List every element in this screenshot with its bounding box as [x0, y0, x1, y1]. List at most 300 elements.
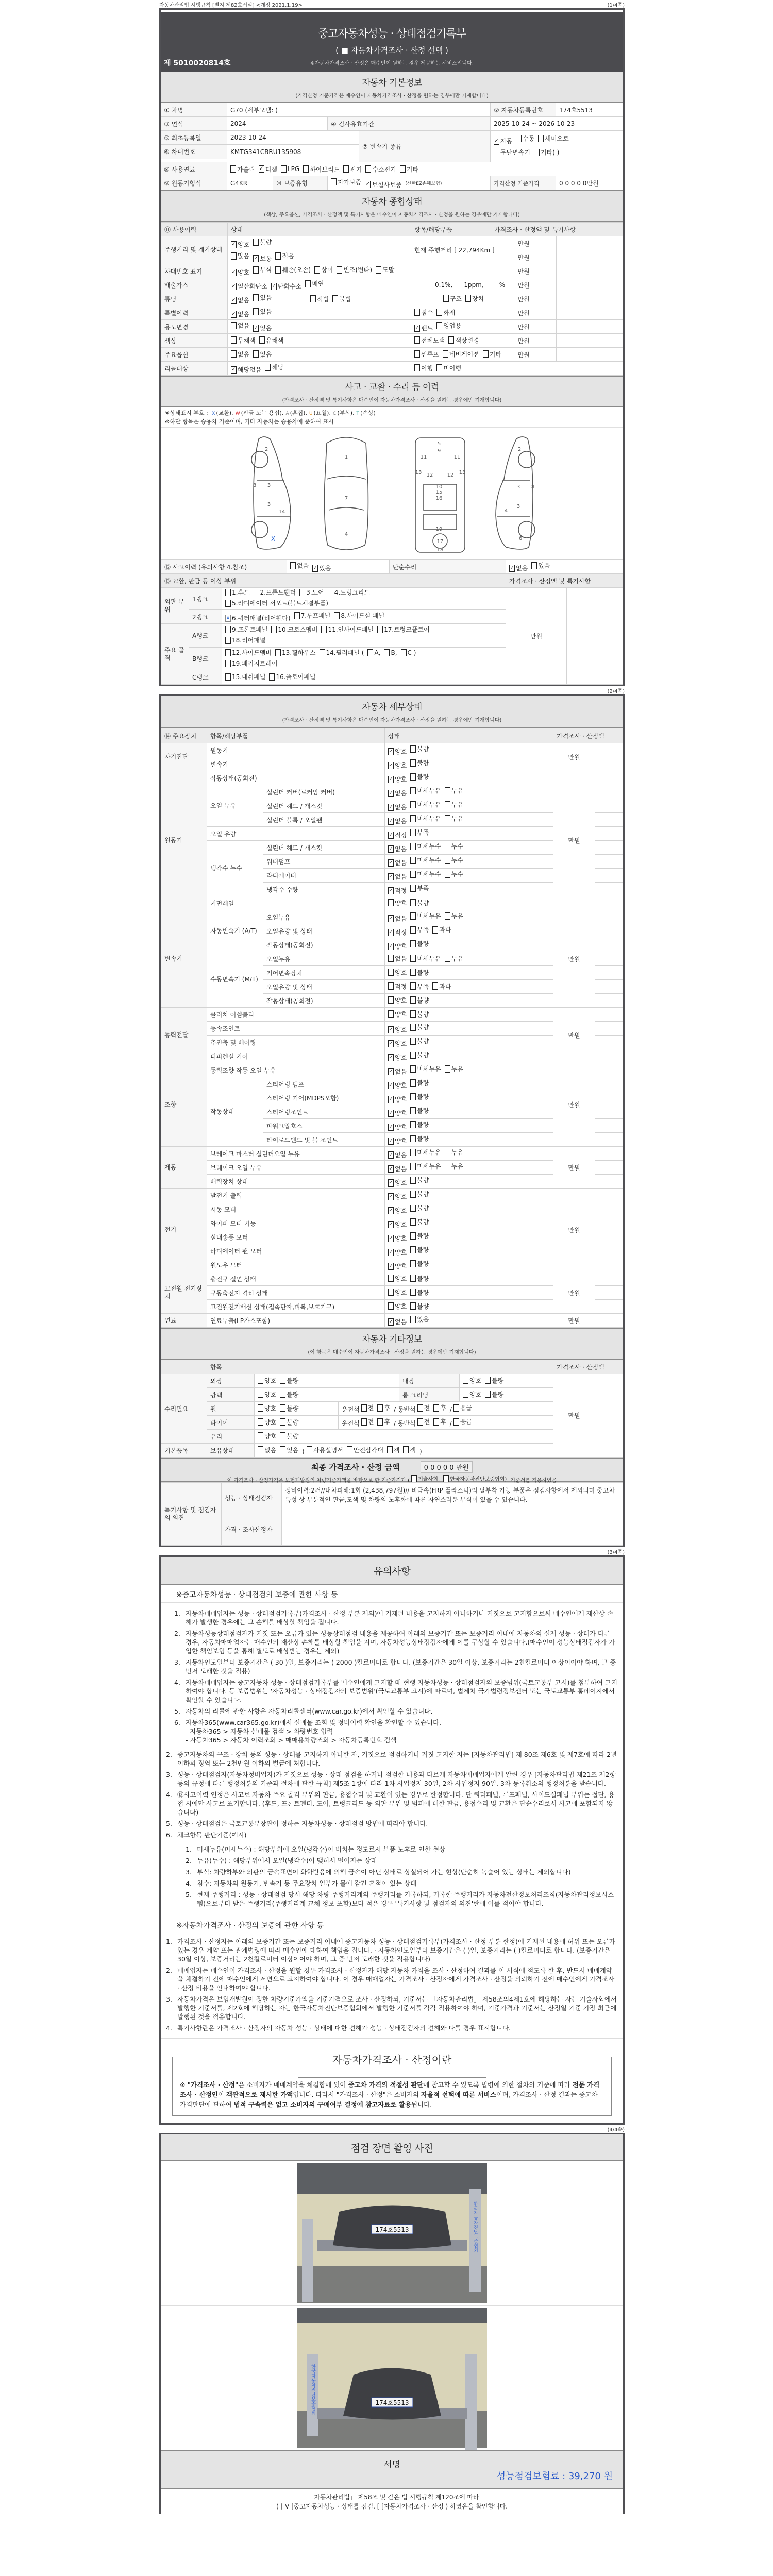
checkbox-option[interactable] — [445, 1148, 463, 1157]
checkbox[interactable] — [410, 801, 416, 808]
checkbox-option[interactable] — [225, 636, 265, 645]
checkbox[interactable]: ✓ — [313, 565, 317, 571]
checkbox[interactable] — [305, 280, 311, 287]
checkbox[interactable] — [410, 982, 416, 990]
checkbox-option[interactable] — [388, 1302, 407, 1311]
checkbox-option[interactable] — [410, 1064, 441, 1073]
checkbox-option[interactable] — [225, 614, 291, 622]
checkbox-option[interactable] — [445, 800, 463, 809]
checkbox[interactable] — [332, 295, 338, 302]
checkbox[interactable] — [253, 266, 259, 274]
checkbox-option[interactable] — [445, 842, 463, 851]
checkbox-option[interactable] — [445, 1064, 463, 1073]
checkbox-option[interactable] — [410, 870, 441, 878]
checkbox-option[interactable] — [231, 365, 261, 374]
checkbox[interactable]: ✓ — [389, 1082, 393, 1088]
checkbox[interactable] — [410, 899, 416, 906]
checkbox[interactable] — [410, 857, 416, 864]
checkbox-option[interactable] — [410, 884, 429, 892]
checkbox[interactable] — [280, 1391, 285, 1398]
checkbox[interactable] — [307, 1446, 312, 1453]
checkbox[interactable] — [443, 295, 449, 302]
checkbox-option[interactable] — [269, 672, 315, 681]
checkbox[interactable] — [410, 787, 416, 794]
checkbox-option[interactable] — [388, 761, 407, 770]
checkbox[interactable]: ✓ — [389, 887, 393, 893]
checkbox[interactable]: ✓ — [389, 929, 393, 935]
checkbox-option[interactable] — [410, 1274, 429, 1283]
checkbox[interactable]: ✓ — [494, 138, 499, 144]
checkbox[interactable]: ✓ — [389, 1138, 393, 1144]
checkbox[interactable] — [367, 649, 373, 656]
checkbox[interactable] — [377, 626, 383, 633]
checkbox-option[interactable] — [436, 364, 461, 372]
checkbox-option[interactable] — [310, 295, 329, 303]
checkbox[interactable] — [410, 1024, 416, 1031]
checkbox-option[interactable] — [253, 265, 272, 274]
checkbox[interactable] — [410, 1038, 416, 1045]
checkbox[interactable]: ✓ — [231, 241, 236, 247]
checkbox[interactable] — [463, 1377, 468, 1384]
checkbox[interactable] — [417, 1404, 423, 1412]
checkbox[interactable]: ✓ — [389, 1179, 393, 1185]
checkbox[interactable] — [448, 336, 454, 344]
checkbox[interactable] — [410, 1010, 416, 1018]
checkbox-option[interactable] — [410, 1050, 429, 1059]
checkbox[interactable] — [231, 350, 237, 358]
checkbox[interactable] — [443, 350, 448, 358]
checkbox-option[interactable] — [388, 1248, 407, 1257]
checkbox[interactable] — [410, 759, 416, 767]
checkbox-option[interactable] — [253, 324, 272, 332]
checkbox[interactable] — [432, 926, 438, 934]
checkbox-option[interactable] — [410, 1148, 441, 1157]
checkbox-option[interactable] — [410, 786, 441, 795]
checkbox-option[interactable] — [410, 800, 441, 809]
checkbox[interactable]: ✓ — [389, 845, 393, 852]
checkbox-option[interactable] — [388, 982, 407, 991]
checkbox-option[interactable] — [280, 1390, 298, 1399]
checkbox-option[interactable] — [410, 814, 441, 823]
checkbox[interactable] — [343, 165, 349, 173]
checkbox[interactable] — [401, 649, 407, 656]
checkbox-option[interactable] — [410, 758, 429, 767]
checkbox-option[interactable] — [258, 1432, 276, 1440]
checkbox[interactable] — [414, 350, 420, 358]
checkbox-option[interactable] — [410, 1023, 429, 1031]
checkbox[interactable] — [410, 1107, 416, 1114]
checkbox[interactable] — [410, 1218, 416, 1226]
checkbox-option[interactable] — [388, 1288, 407, 1297]
checkbox-option[interactable] — [388, 775, 407, 784]
checkbox[interactable] — [347, 1446, 352, 1453]
checkbox-option[interactable] — [321, 625, 374, 634]
checkbox[interactable] — [253, 239, 259, 246]
checkbox-option[interactable] — [410, 1288, 429, 1297]
checkbox-option[interactable] — [388, 858, 407, 867]
checkbox-option[interactable] — [387, 1446, 400, 1454]
checkbox-option[interactable] — [410, 1092, 429, 1101]
checkbox-option[interactable] — [538, 133, 568, 144]
checkbox-option[interactable] — [231, 251, 249, 260]
checkbox-option[interactable] — [365, 165, 396, 174]
checkbox[interactable] — [410, 885, 416, 892]
checkbox-option[interactable] — [445, 1162, 463, 1171]
checkbox[interactable] — [280, 1432, 285, 1439]
checkbox[interactable] — [361, 1418, 367, 1426]
checkbox[interactable]: ✓ — [389, 776, 393, 782]
checkbox-option[interactable] — [410, 1245, 429, 1254]
checkbox[interactable] — [410, 969, 416, 976]
checkbox[interactable]: ✓ — [389, 859, 393, 866]
checkbox-option[interactable] — [388, 1095, 407, 1104]
checkbox[interactable] — [436, 309, 442, 316]
checkbox-option[interactable] — [258, 1390, 276, 1399]
checkbox-option[interactable] — [453, 1417, 472, 1426]
checkbox-option[interactable] — [410, 1078, 429, 1087]
checkbox[interactable] — [231, 322, 237, 329]
checkbox-option[interactable] — [388, 1123, 407, 1131]
checkbox[interactable] — [445, 857, 450, 864]
checkbox-option[interactable] — [436, 321, 461, 330]
checkbox-option[interactable] — [388, 914, 407, 923]
checkbox-option[interactable] — [320, 648, 364, 657]
checkbox[interactable] — [280, 1404, 285, 1412]
checkbox[interactable] — [225, 600, 231, 607]
checkbox[interactable]: ✓ — [389, 1096, 393, 1102]
checkbox-option[interactable] — [445, 954, 463, 963]
checkbox[interactable] — [265, 364, 271, 371]
checkbox-option[interactable] — [509, 564, 528, 572]
checkbox[interactable] — [258, 1432, 263, 1439]
checkbox[interactable] — [231, 252, 237, 260]
checkbox-option[interactable] — [410, 1162, 441, 1171]
checkbox-option[interactable] — [388, 817, 407, 825]
checkbox-option[interactable] — [259, 336, 284, 345]
checkbox[interactable] — [258, 1446, 263, 1453]
checkbox[interactable] — [410, 773, 416, 781]
checkbox[interactable]: ✓ — [389, 1068, 393, 1074]
checkbox[interactable] — [483, 350, 489, 358]
checkbox[interactable] — [280, 1377, 285, 1384]
checkbox[interactable] — [280, 1418, 285, 1426]
checkbox[interactable]: ✓ — [389, 1207, 393, 1213]
checkbox-option[interactable] — [410, 1204, 429, 1212]
checkbox[interactable] — [403, 1446, 409, 1453]
checkbox-option[interactable] — [388, 831, 407, 839]
checkbox[interactable] — [445, 871, 450, 878]
checkbox-option[interactable] — [230, 165, 255, 174]
checkbox-option[interactable] — [388, 1137, 407, 1145]
checkbox-option[interactable] — [410, 1106, 429, 1115]
checkbox[interactable] — [388, 1289, 394, 1296]
checkbox-option[interactable] — [401, 648, 416, 657]
checkbox-option[interactable] — [388, 747, 407, 756]
checkbox-option[interactable] — [388, 789, 407, 798]
checkbox[interactable]: ✓ — [272, 283, 276, 289]
checkbox[interactable] — [303, 165, 309, 173]
checkbox-option[interactable] — [253, 307, 272, 316]
checkbox[interactable]: ✓ — [389, 1054, 393, 1060]
checkbox[interactable] — [253, 294, 259, 301]
checkbox-option[interactable] — [485, 1376, 503, 1385]
checkbox-option[interactable] — [388, 968, 407, 977]
checkbox-option[interactable] — [281, 165, 299, 173]
checkbox[interactable] — [485, 1391, 491, 1398]
checkbox[interactable] — [225, 626, 231, 633]
checkbox[interactable] — [290, 562, 296, 569]
checkbox-option[interactable] — [305, 279, 324, 288]
checkbox[interactable] — [463, 1391, 468, 1398]
checkbox[interactable] — [225, 589, 231, 596]
checkbox-option[interactable] — [388, 1220, 407, 1229]
checkbox-option[interactable] — [367, 648, 380, 657]
checkbox[interactable] — [258, 1418, 263, 1426]
checkbox-option[interactable] — [231, 268, 249, 277]
checkbox-option[interactable] — [463, 1390, 481, 1399]
checkbox-option[interactable] — [259, 165, 277, 174]
checkbox[interactable] — [410, 1121, 416, 1128]
checkbox[interactable] — [494, 149, 499, 156]
checkbox[interactable]: x — [225, 615, 231, 622]
checkbox-option[interactable] — [494, 147, 530, 158]
checkbox[interactable] — [516, 135, 522, 142]
checkbox-option[interactable] — [388, 899, 407, 907]
checkbox[interactable] — [414, 364, 420, 371]
checkbox[interactable]: ✓ — [389, 1151, 393, 1158]
checkbox[interactable] — [376, 266, 381, 274]
checkbox[interactable] — [445, 815, 450, 822]
checkbox[interactable]: ✓ — [231, 269, 236, 275]
checkbox[interactable]: ✓ — [510, 565, 514, 571]
checkbox[interactable] — [320, 649, 325, 656]
checkbox-option[interactable] — [410, 996, 429, 1005]
checkbox[interactable] — [230, 165, 236, 173]
checkbox-option[interactable] — [225, 659, 278, 668]
checkbox-option[interactable] — [410, 968, 429, 977]
checkbox-option[interactable] — [410, 1037, 429, 1045]
checkbox-option[interactable] — [410, 1302, 429, 1311]
checkbox[interactable]: ✓ — [389, 1110, 393, 1116]
checkbox-option[interactable] — [231, 282, 267, 291]
checkbox[interactable]: ✓ — [389, 915, 393, 921]
checkbox-option[interactable] — [388, 1067, 407, 1076]
checkbox[interactable] — [410, 1232, 416, 1240]
checkbox[interactable] — [538, 135, 544, 142]
checkbox[interactable]: ✓ — [231, 366, 236, 372]
checkbox-option[interactable] — [271, 282, 301, 291]
checkbox[interactable]: ✓ — [389, 1221, 393, 1227]
checkbox[interactable] — [334, 612, 340, 619]
checkbox[interactable] — [414, 336, 420, 344]
checkbox-option[interactable] — [414, 350, 439, 359]
checkbox[interactable]: ✓ — [389, 818, 393, 824]
checkbox-option[interactable] — [411, 1475, 440, 1482]
checkbox[interactable] — [445, 1065, 450, 1073]
checkbox[interactable] — [361, 1404, 367, 1412]
checkbox-option[interactable] — [516, 133, 534, 144]
checkbox-option[interactable] — [253, 254, 272, 263]
checkbox-option[interactable] — [388, 1150, 407, 1159]
checkbox[interactable] — [453, 1418, 459, 1426]
checkbox[interactable] — [314, 266, 320, 274]
checkbox[interactable]: ✓ — [389, 1249, 393, 1255]
checkbox-option[interactable] — [410, 772, 429, 781]
checkbox-option[interactable] — [410, 925, 429, 934]
checkbox-option[interactable] — [445, 911, 463, 920]
checkbox[interactable] — [410, 1275, 416, 1282]
checkbox-option[interactable] — [388, 1039, 407, 1048]
checkbox-option[interactable] — [258, 1446, 276, 1454]
inspection-photo[interactable] — [297, 2308, 487, 2448]
checkbox[interactable] — [445, 955, 450, 962]
checkbox[interactable] — [534, 149, 540, 156]
checkbox[interactable] — [436, 322, 442, 329]
checkbox-option[interactable] — [432, 925, 451, 934]
checkbox[interactable] — [258, 1391, 263, 1398]
checkbox[interactable] — [387, 1446, 393, 1453]
checkbox[interactable]: ✓ — [231, 311, 236, 317]
checkbox[interactable]: ✓ — [389, 748, 393, 754]
checkbox[interactable] — [410, 1177, 416, 1184]
checkbox[interactable] — [410, 1205, 416, 1212]
checkbox[interactable] — [410, 1052, 416, 1059]
checkbox-option[interactable] — [231, 336, 256, 345]
checkbox-option[interactable] — [231, 321, 249, 330]
checkbox-option[interactable] — [388, 803, 407, 811]
checkbox[interactable]: ✓ — [389, 1318, 393, 1325]
checkbox-option[interactable] — [388, 1317, 407, 1326]
checkbox[interactable] — [388, 899, 394, 906]
checkbox-option[interactable] — [410, 1134, 429, 1143]
checkbox-option[interactable] — [388, 954, 407, 963]
checkbox-option[interactable] — [231, 310, 249, 318]
checkbox-option[interactable] — [410, 1231, 429, 1240]
checkbox[interactable] — [445, 801, 450, 808]
checkbox[interactable]: ✓ — [389, 1193, 393, 1199]
checkbox-option[interactable] — [388, 886, 407, 895]
checkbox[interactable]: ✓ — [254, 255, 258, 261]
inspection-photo[interactable] — [297, 2163, 487, 2303]
checkbox[interactable] — [275, 252, 281, 260]
checkbox[interactable]: ✓ — [231, 297, 236, 303]
checkbox-option[interactable] — [331, 178, 361, 187]
checkbox-option[interactable] — [271, 625, 317, 634]
checkbox-option[interactable] — [414, 324, 433, 332]
checkbox-option[interactable] — [388, 844, 407, 853]
checkbox[interactable]: ✓ — [389, 1235, 393, 1241]
checkbox-option[interactable] — [377, 625, 430, 634]
checkbox-option[interactable] — [448, 336, 479, 345]
checkbox[interactable] — [225, 637, 231, 644]
checkbox[interactable] — [258, 1377, 263, 1384]
checkbox-option[interactable] — [258, 1376, 276, 1385]
checkbox[interactable]: ✓ — [389, 1026, 393, 1032]
checkbox[interactable]: ✓ — [389, 762, 393, 768]
checkbox[interactable]: ✓ — [389, 790, 393, 796]
checkbox-option[interactable] — [531, 561, 550, 570]
checkbox-option[interactable] — [258, 1418, 276, 1427]
checkbox-option[interactable] — [280, 1376, 298, 1385]
checkbox[interactable] — [410, 955, 416, 962]
checkbox[interactable] — [365, 165, 371, 173]
checkbox-option[interactable] — [410, 1259, 429, 1268]
checkbox[interactable] — [410, 1135, 416, 1142]
checkbox-option[interactable] — [436, 308, 455, 317]
checkbox[interactable] — [271, 626, 277, 633]
checkbox-option[interactable] — [307, 1446, 343, 1454]
checkbox-option[interactable] — [388, 1274, 407, 1283]
checkbox[interactable] — [445, 787, 450, 794]
checkbox[interactable] — [388, 1010, 394, 1018]
checkbox[interactable] — [445, 1163, 450, 1170]
checkbox-option[interactable] — [280, 1404, 298, 1413]
checkbox-option[interactable] — [433, 1403, 446, 1412]
checkbox-option[interactable] — [280, 1432, 298, 1440]
checkbox[interactable] — [388, 1275, 394, 1282]
checkbox-option[interactable] — [231, 296, 249, 304]
checkbox-option[interactable] — [299, 588, 324, 597]
checkbox-option[interactable] — [410, 856, 441, 865]
checkbox[interactable] — [410, 871, 416, 878]
checkbox-option[interactable] — [410, 1120, 429, 1129]
checkbox[interactable] — [275, 649, 281, 656]
checkbox-option[interactable] — [453, 1403, 472, 1412]
checkbox-option[interactable] — [432, 982, 451, 991]
checkbox-option[interactable] — [225, 588, 250, 597]
checkbox[interactable] — [280, 1446, 285, 1453]
checkbox[interactable] — [453, 1404, 459, 1412]
checkbox-option[interactable] — [414, 364, 433, 372]
checkbox[interactable] — [388, 955, 394, 962]
checkbox-option[interactable] — [417, 1417, 430, 1426]
checkbox[interactable] — [443, 1475, 449, 1482]
checkbox-option[interactable] — [445, 814, 463, 823]
checkbox-option[interactable] — [410, 954, 441, 963]
checkbox[interactable] — [253, 308, 259, 315]
checkbox[interactable] — [410, 1149, 416, 1156]
checkbox[interactable] — [225, 660, 231, 667]
checkbox[interactable] — [225, 649, 231, 656]
checkbox[interactable] — [433, 1418, 439, 1426]
checkbox[interactable] — [410, 1093, 416, 1100]
checkbox-option[interactable] — [312, 564, 331, 572]
checkbox[interactable] — [259, 336, 265, 344]
checkbox[interactable] — [231, 336, 237, 344]
checkbox[interactable] — [410, 1260, 416, 1267]
checkbox[interactable] — [254, 589, 259, 596]
checkbox[interactable] — [417, 1418, 423, 1426]
checkbox[interactable] — [445, 1149, 450, 1156]
checkbox[interactable] — [414, 309, 420, 316]
checkbox[interactable] — [410, 843, 416, 850]
checkbox-option[interactable] — [463, 1376, 481, 1385]
checkbox-option[interactable] — [465, 294, 484, 303]
checkbox[interactable] — [377, 1404, 383, 1412]
checkbox-option[interactable] — [303, 165, 340, 174]
checkbox[interactable] — [410, 1246, 416, 1253]
checkbox[interactable] — [445, 843, 450, 850]
checkbox[interactable] — [433, 1404, 439, 1412]
checkbox-option[interactable] — [445, 870, 463, 878]
checkbox-option[interactable] — [414, 336, 445, 345]
checkbox[interactable] — [388, 996, 394, 1004]
checkbox[interactable] — [410, 745, 416, 753]
checkbox[interactable]: ✓ — [231, 283, 236, 289]
checkbox[interactable]: ✓ — [389, 873, 393, 879]
checkbox[interactable] — [410, 996, 416, 1004]
checkbox[interactable] — [388, 982, 394, 990]
